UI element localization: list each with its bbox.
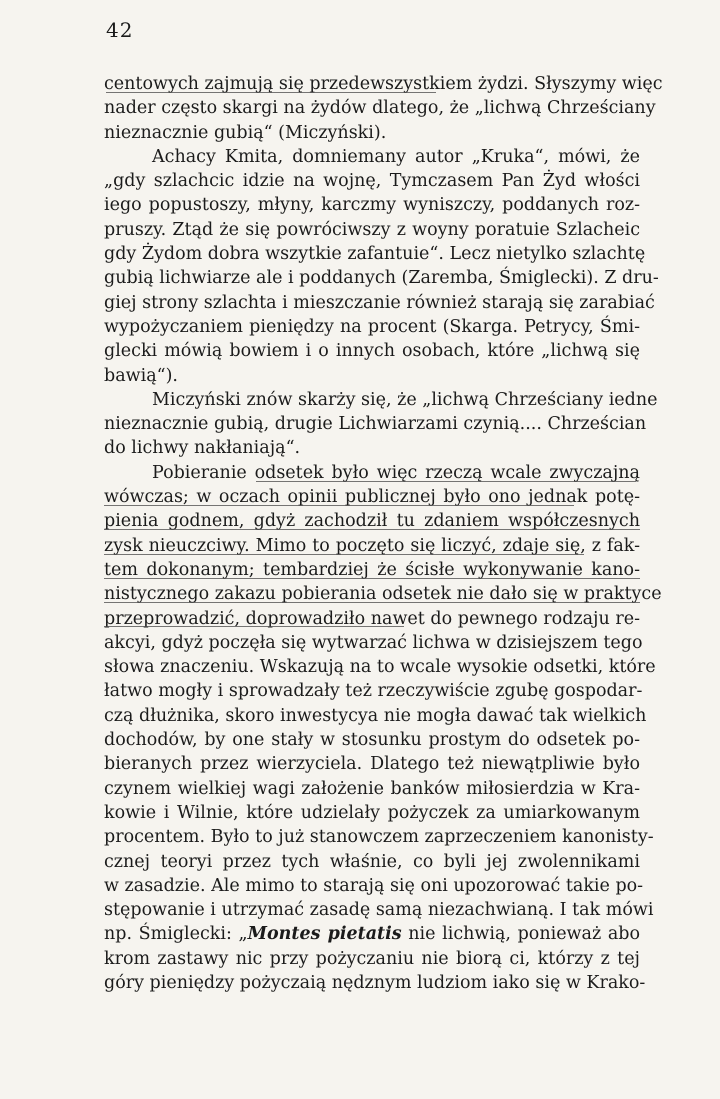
italic-term: Montes pietatis <box>247 924 402 945</box>
text-line: centowych zajmują się przedewszystkiem żydzi. Słyszymy więc <box>104 74 663 94</box>
pencil-underline <box>106 92 436 93</box>
text-line: zysk nieuczciwy. Mimo to poczęto się liczyć, zdaje się, z fak- <box>104 535 640 556</box>
text-line: pienia godnem, gdyż zachodził tu zdaniem współczesnych <box>104 511 640 532</box>
text-line: nistycznego zakazu pobierania odsetek nie dało się w praktyce <box>104 584 662 605</box>
text-line: glecki mówią bowiem i o innych osobach, które „lichwą się <box>104 341 640 362</box>
text-line: w zasadzie. Ale mimo to starają się oni upozorować takie po- <box>104 875 644 896</box>
text-line: stępowanie i utrzymać zasadę samą niezachwianą. I tak mówi <box>104 900 654 921</box>
pencil-underline <box>104 505 574 506</box>
paragraph-start-line: Miczyński znów skarży się, że „lichwą Chrześciany iedne <box>152 389 658 410</box>
pencil-underline <box>104 529 640 530</box>
text-line: „gdy szlachcic idzie na wojnę, Tymczasem Pan Żyd włości <box>104 171 640 192</box>
text-line: iego popustoszy, młyny, karczmy wyniszczy, poddanych roz- <box>104 195 640 216</box>
text-line: nader często skargi na żydów dlatego, że „lichwą Chrześciany <box>104 98 656 119</box>
text-line: cznej teoryi przez tych właśnie, co byli jej zwolennikami <box>104 851 640 872</box>
text-line: wówczas; w oczach opinii publicznej było ono jednak potę- <box>104 487 640 508</box>
text-line: góry pieniędzy pożyczaią nędznym ludziom iako się w Krako- <box>104 972 646 993</box>
text-line: nieznacznie gubią, drugie Lichwiarzami czynią.... Chrześcian <box>104 414 647 435</box>
text-line: giej strony szlachta i mieszczanie również starają się zarabiać <box>104 292 655 313</box>
pencil-underline <box>104 626 404 627</box>
text-line: krom zastawy nic przy pożyczaniu nie biorą ci, którzy z tej <box>104 948 640 969</box>
text-line: wypożyczaniem pieniędzy na procent (Skarga. Petrycy, Śmi- <box>104 316 640 337</box>
text-line: pruszy. Ztąd że się powróciwszy z woyny poratuie Szlacheic <box>104 219 640 240</box>
text-line: akcyi, gdyż poczęła się wytwarzać lichwa w dzisiejszem tego <box>104 632 643 653</box>
pencil-underline <box>104 602 640 603</box>
text-line: bawią“). <box>104 365 178 386</box>
text-line: do lichwy nakłaniają“. <box>104 438 301 459</box>
page-number: 42 <box>106 18 134 42</box>
paragraph-start-line: Pobieranie odsetek było więc rzeczą wcale zwyczajną <box>152 462 640 483</box>
text-line: kowie i Wilnie, które udzielały pożyczek za umiarkowanym <box>104 802 640 823</box>
text-line: słowa znaczeniu. Wskazują na to wcale wysokie odsetki, które <box>104 657 656 678</box>
pencil-underline <box>104 578 640 579</box>
quote-rest: nie lichwią, ponieważ abo <box>401 924 640 945</box>
text-line: czą dłużnika, skoro inwestycya nie mogła dawać tak wielkich <box>104 705 647 726</box>
quote-lead: np. Śmiglecki: „ <box>104 924 248 945</box>
text-line: przeprowadzić, doprowadziło nawet do pewnego rodzaju re- <box>104 608 640 629</box>
pencil-underline <box>104 554 584 555</box>
text-line: procentem. Było to już stanowczem zaprzeczeniem kanonisty- <box>104 827 654 848</box>
text-line: gdy Żydom dobra wszytkie zafantuie“. Lecz nietylko szlachtę <box>104 244 646 265</box>
pencil-underline <box>256 481 636 482</box>
text-line: łatwo mogły i sprowadzały też rzeczywiście zgubę gospodar- <box>104 681 643 702</box>
text-line <box>104 922 640 946</box>
text-line: nieznacznie gubią“ (Miczyński). <box>104 122 387 143</box>
body-text <box>104 72 663 995</box>
text-line: czynem wielkiej wagi założenie banków miłosierdzia w Kra- <box>104 778 640 799</box>
paragraph-start-line: Achacy Kmita, domniemany autor „Kruka“, mówi, że <box>152 146 640 167</box>
text-line: dochodów, by one stały w stosunku prostym do odsetek po- <box>104 730 640 751</box>
text-line: tem dokonanym; tembardziej że ścisłe wykonywanie kano- <box>104 559 640 580</box>
text-line: gubią lichwiarze ale i poddanych (Zaremba, Śmiglecki). Z dru- <box>104 268 659 289</box>
text-line: bieranych przez wierzyciela. Dlatego też niewątpliwie było <box>104 754 640 775</box>
